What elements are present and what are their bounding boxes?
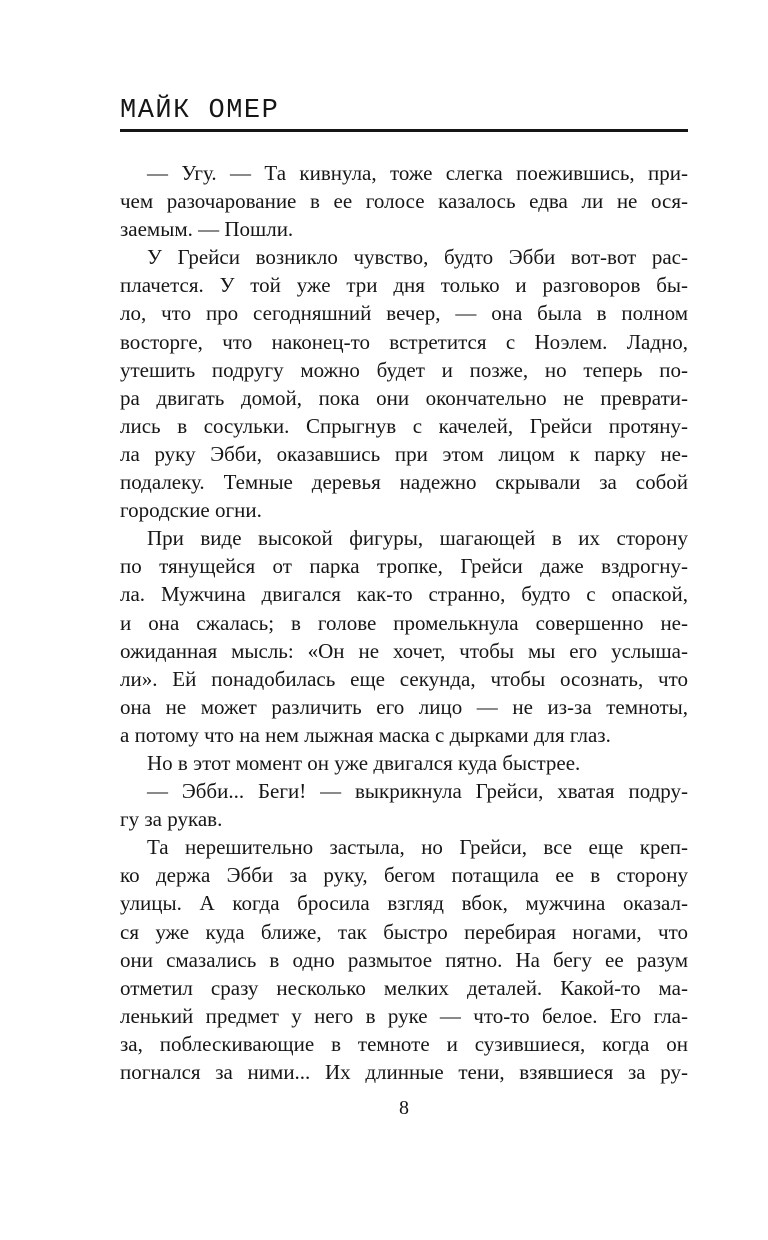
text-line: Но в этот момент он уже двигался куда быстрее. xyxy=(147,750,581,775)
paragraph xyxy=(120,777,688,833)
paragraph xyxy=(120,749,688,777)
paragraph xyxy=(120,159,688,243)
text-line: улицы. А когда бросила взгляд вбок, мужчина оказал- xyxy=(120,891,688,916)
text-line: ожиданная мысль: «Он не хочет, чтобы мы его услыша- xyxy=(120,638,688,663)
text-line: — Эбби... Беги! — выкрикнула Грейси, хватая подру- xyxy=(147,779,688,804)
text-line: Та нерешительно застыла, но Грейси, все еще креп- xyxy=(147,835,688,860)
text-column xyxy=(120,0,688,1240)
running-header-author: МАЙК ОМЕР xyxy=(120,96,280,126)
text-line: лись в сосульки. Спрыгнув с качелей, Грейси протяну- xyxy=(120,413,688,438)
text-line: ло, что про сегодняшний вечер, — она была в полном xyxy=(120,301,688,326)
paragraph xyxy=(120,524,688,749)
body-text xyxy=(120,159,688,1086)
text-line: ла руку Эбби, оказавшись при этом лицом к парку не- xyxy=(120,441,688,466)
text-line: восторге, что наконец-то встретится с Ноэлем. Ладно, xyxy=(120,329,688,354)
text-line: ленький предмет у него в руке — что-то белое. Его гла- xyxy=(120,1003,688,1028)
text-line: чем разочарование в ее голосе казалось едва ли не ося- xyxy=(120,189,688,214)
text-line: ли». Ей понадобилась еще секунда, чтобы осознать, что xyxy=(120,666,688,691)
text-line: При виде высокой фигуры, шагающей в их сторону xyxy=(147,526,688,551)
text-line: ра двигать домой, пока они окончательно не преврати- xyxy=(120,385,688,410)
text-line: и она сжалась; в голове промелькнула совершенно не- xyxy=(120,610,688,635)
text-line: — Угу. — Та кивнула, тоже слегка поежившись, при- xyxy=(147,161,688,185)
text-line: плачется. У той уже три дня только и разговоров бы- xyxy=(120,273,688,298)
text-line: подалеку. Темные деревья надежно скрывали за собой xyxy=(120,470,688,495)
text-line: гу за рукав. xyxy=(120,807,223,832)
text-line: за, поблескивающие в темноте и сузившиеся, когда он xyxy=(120,1031,688,1056)
text-line: ко держа Эбби за руку, бегом потащила ее в сторону xyxy=(120,863,688,888)
header-rule xyxy=(120,129,688,132)
paragraph xyxy=(120,833,688,1086)
text-line: она не может различить его лицо — не из-за темноты, xyxy=(120,694,688,719)
paragraph xyxy=(120,243,688,524)
text-line: а потому что на нем лыжная маска с дырками для глаз. xyxy=(120,722,611,747)
page-number: 8 xyxy=(399,1097,409,1119)
text-line: ла. Мужчина двигался как-то странно, будто с опаской, xyxy=(120,582,688,607)
text-line: У Грейси возникло чувство, будто Эбби вот-вот рас- xyxy=(147,245,688,270)
text-line: они смазались в одно размытое пятно. На бегу ее разум xyxy=(120,947,688,972)
text-line: по тянущейся от парка тропке, Грейси даже вздрогну- xyxy=(120,554,688,579)
text-line: заемым. — Пошли. xyxy=(120,217,294,242)
text-line: городские огни. xyxy=(120,498,262,523)
text-line: отметил сразу несколько мелких деталей. Какой-то ма- xyxy=(120,975,688,1000)
text-line: утешить подругу можно будет и позже, но теперь по- xyxy=(120,357,688,382)
text-line: ся уже куда ближе, так быстро перебирая ногами, что xyxy=(120,919,688,944)
text-line: погнался за ними... Их длинные тени, взявшиеся за ру- xyxy=(120,1060,688,1084)
